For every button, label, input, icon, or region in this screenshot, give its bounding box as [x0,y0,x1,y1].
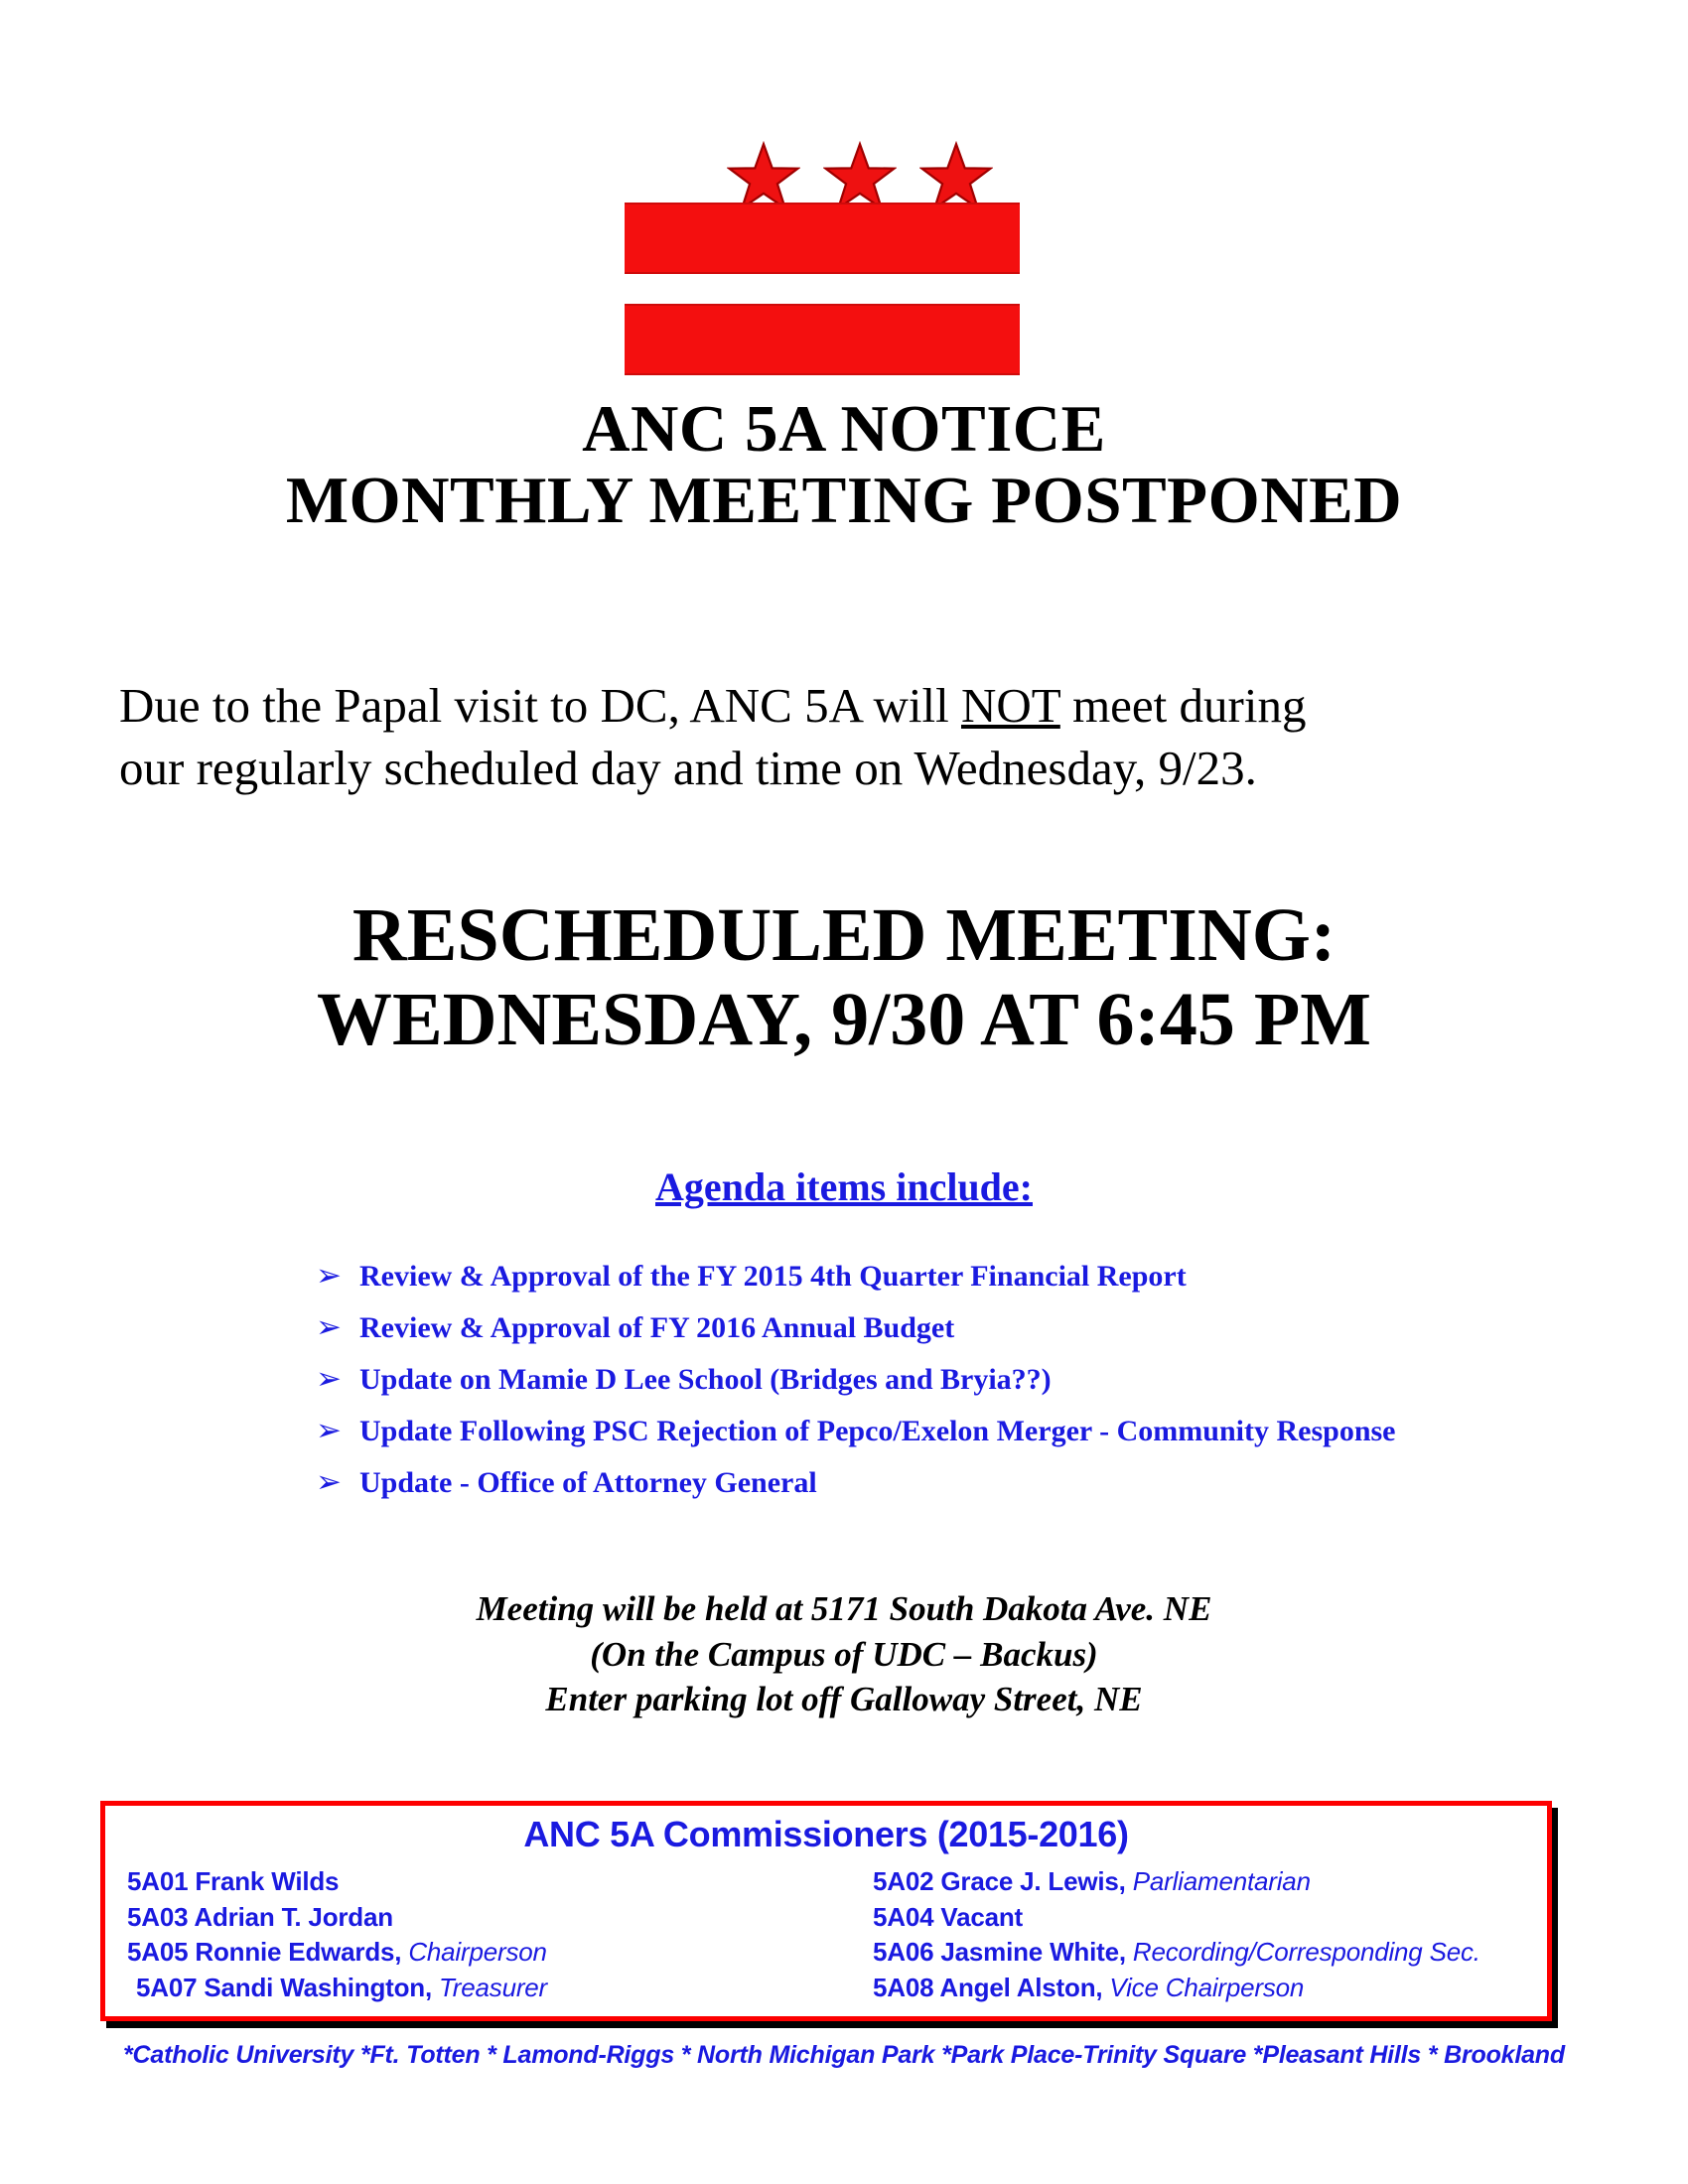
commissioner-role: Vice Chairperson [1102,1972,1305,2002]
arrow-bullet-icon: ➢ [316,1464,342,1500]
rescheduled-heading [0,893,1688,1062]
venue-line-2: (On the Campus of UDC – Backus) [590,1634,1098,1674]
paragraph-emphasis-not: NOT [960,678,1060,733]
agenda-item-label: Review & Approval of the FY 2015 4th Quarter Financial Report [359,1260,1187,1293]
agenda-item [316,1464,1557,1500]
notice-paragraph [119,675,1567,799]
commissioners-column-left [127,1864,827,2005]
agenda-item-label: Update on Mamie D Lee School (Bridges and Bryia??) [359,1363,1052,1396]
neighborhoods-footer: *Catholic University *Ft. Totten * Lamond-Riggs * North Michigan Park *Park Place-Trinity Square *Pleasant Hills * Brookland [123,2041,1565,2069]
paragraph-text-pre: Due to the Papal visit to DC, ANC 5A will [119,678,961,733]
page-title [0,393,1688,537]
commissioner-entry [127,1864,827,1900]
commissioner-entry [873,1864,1527,1900]
arrow-bullet-icon: ➢ [316,1361,342,1397]
commissioner-role: Chairperson [401,1937,547,1968]
commissioner-entry [127,1971,827,2006]
commissioner-name: 5A03 Adrian T. Jordan [127,1901,393,1932]
paragraph-line-2: our regularly scheduled day and time on Wednesday, 9/23. [119,740,1257,795]
agenda-item-label: Update Following PSC Rejection of Pepco/Exelon Merger - Community Response [359,1415,1396,1447]
commissioners-title: ANC 5A Commissioners (2015-2016) [523,1814,1129,1854]
commissioner-entry [873,1900,1527,1936]
title-line-2: MONTHLY MEETING POSTPONED [285,464,1403,538]
commissioner-name: 5A05 Ronnie Edwards, [127,1937,402,1968]
agenda-heading: Agenda items include: [655,1164,1033,1209]
flag-stars [617,93,1029,188]
venue-line-3: Enter parking lot off Galloway Street, NE [545,1680,1143,1718]
commissioner-name: 5A04 Vacant [873,1901,1024,1932]
agenda-item-label: Update - Office of Attorney General [359,1466,817,1499]
commissioner-entry [873,1971,1527,2006]
venue-info [0,1586,1688,1722]
rescheduled-line-1: RESCHEDULED MEETING: [352,893,1336,977]
commissioner-entry [873,1935,1527,1971]
agenda-item [316,1258,1557,1294]
commissioner-name: 5A02 Grace J. Lewis, [873,1866,1126,1896]
commissioner-name: 5A07 Sandi Washington, [136,1972,433,2002]
agenda-item [316,1413,1557,1448]
title-line-1: ANC 5A NOTICE [582,392,1106,466]
commissioner-name: 5A06 Jasmine White, [873,1937,1126,1968]
agenda-item [316,1361,1557,1397]
paragraph-text-post: meet during [1059,678,1307,733]
commissioners-box [100,1801,1552,2021]
commissioners-column-right [827,1864,1527,2005]
commissioner-entry [127,1935,827,1971]
commissioner-role: Recording/Corresponding Sec. [1125,1937,1480,1968]
agenda-list [316,1258,1557,1519]
venue-line-1: Meeting will be held at 5171 South Dakota Ave. NE [476,1589,1212,1628]
commissioner-role: Parliamentarian [1125,1866,1311,1896]
arrow-bullet-icon: ➢ [316,1413,342,1448]
agenda-item-label: Review & Approval of FY 2016 Annual Budget [359,1311,955,1344]
commissioners-grid [105,1864,1547,2005]
commissioner-name: 5A08 Angel Alston, [873,1972,1103,2002]
dc-flag [617,83,1029,373]
flag-bar-lower [625,304,1020,375]
commissioner-name: 5A01 Frank Wilds [127,1866,340,1896]
arrow-bullet-icon: ➢ [316,1258,342,1294]
commissioner-entry [127,1900,827,1936]
flag-bar-upper [625,203,1020,274]
commissioner-role: Treasurer [432,1972,548,2002]
arrow-bullet-icon: ➢ [316,1309,342,1345]
agenda-item [316,1309,1557,1345]
rescheduled-line-2: WEDNESDAY, 9/30 AT 6:45 PM [316,978,1372,1062]
